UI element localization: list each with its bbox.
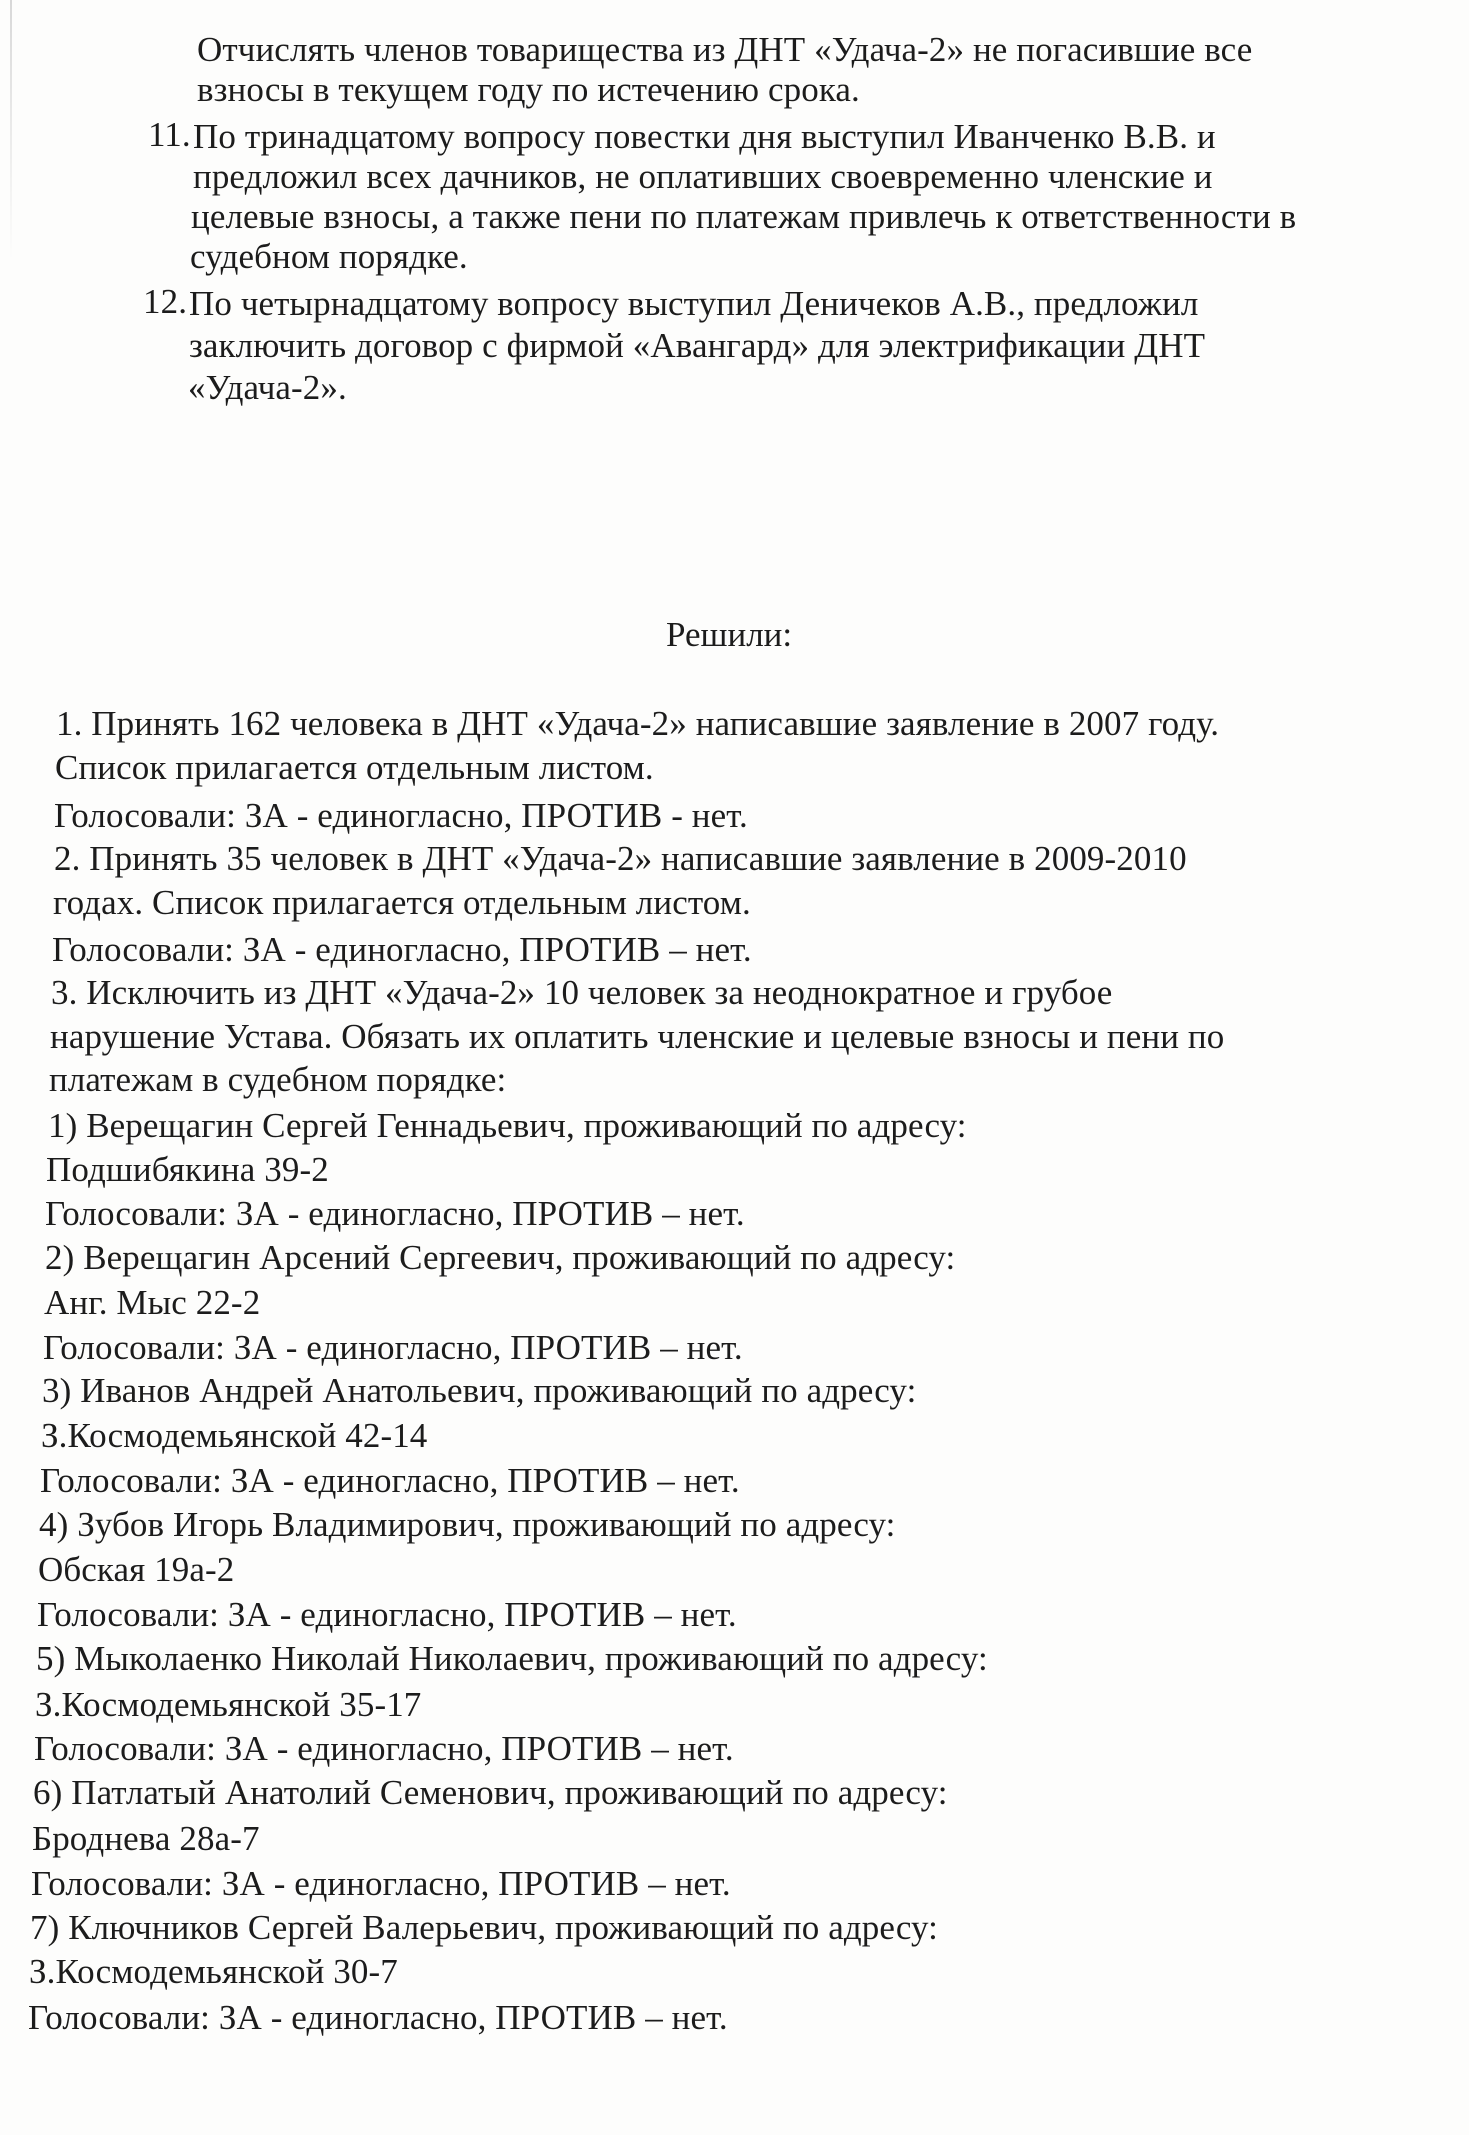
decision-line: Подшибякина 39-2 [46,1150,329,1189]
agenda-item-number: 11. [148,115,191,154]
scan-edge-shadow [10,0,12,260]
decision-line: З.Космодемьянской 42-14 [41,1416,428,1455]
decision-line: 3. Исключить из ДНТ «Удача-2» 10 человек за неоднократное и грубое [51,973,1113,1012]
decision-line: 3) Иванов Андрей Анатольевич, проживающий по адресу: [42,1371,917,1410]
decision-line: Голосовали: ЗА - единогласно, ПРОТИВ – нет. [52,930,752,969]
decision-line: Голосовали: ЗА - единогласно, ПРОТИВ - нет. [54,796,748,835]
agenda-item-number: 12. [143,282,188,321]
decision-line: нарушение Устава. Обязать их оплатить членские и целевые взносы и пени по [50,1017,1225,1056]
decision-line: З.Космодемьянской 35-17 [35,1685,422,1724]
decision-line: Броднева 28а-7 [32,1819,260,1858]
decision-line: 1. Принять 162 человека в ДНТ «Удача-2» написавшие заявление в 2007 году. [56,704,1220,743]
decision-line: Голосовали: ЗА - единогласно, ПРОТИВ – нет. [40,1461,740,1500]
decision-line: 4) Зубов Игорь Владимирович, проживающий по адресу: [39,1505,896,1544]
decision-line: 1) Верещагин Сергей Геннадьевич, проживающий по адресу: [48,1106,967,1145]
agenda-text-line: По четырнадцатому вопросу выступил Деничеков А.В., предложил [189,284,1199,323]
decision-line: платежам в судебном порядке: [49,1060,507,1099]
decision-line: 2) Верещагин Арсений Сергеевич, проживающий по адресу: [45,1238,956,1277]
decision-line: 5) Мыколаенко Николай Николаевич, проживающий по адресу: [36,1639,988,1678]
decision-line: 6) Патлатый Анатолий Семенович, проживающий по адресу: [33,1773,948,1812]
decision-line: Голосовали: ЗА - единогласно, ПРОТИВ – нет. [37,1595,737,1634]
agenda-text-line: судебном порядке. [190,237,468,276]
decision-line: Голосовали: ЗА - единогласно, ПРОТИВ – нет. [34,1729,734,1768]
decision-line: Голосовали: ЗА - единогласно, ПРОТИВ – нет. [45,1194,745,1233]
decision-line: Обская 19а-2 [38,1550,235,1589]
decision-line: Голосовали: ЗА - единогласно, ПРОТИВ – нет. [28,1998,728,2037]
agenda-text-line: взносы в текущем году по истечению срока. [197,70,860,109]
agenda-text-line: Отчислять членов товарищества из ДНТ «Удача-2» не погасившие все [197,30,1253,69]
agenda-text-line: целевые взносы, а также пени по платежам привлечь к ответственности в [191,197,1297,236]
decision-line: годах. Список прилагается отдельным листом. [53,883,751,922]
agenda-text-line: «Удача-2». [188,368,347,407]
decision-line: Голосовали: ЗА - единогласно, ПРОТИВ – нет. [43,1328,743,1367]
agenda-text-line: По тринадцатому вопросу повестки дня выступил Иванченко В.В. и [193,117,1216,156]
decision-line: З.Космодемьянской 30-7 [29,1952,398,1991]
decision-line: Список прилагается отдельным листом. [55,748,654,787]
decision-line: Голосовали: ЗА - единогласно, ПРОТИВ – нет. [31,1864,731,1903]
agenda-text-line: заключить договор с фирмой «Авангард» для электрификации ДНТ [189,326,1206,365]
decisions-heading: Решили: [666,615,793,654]
decision-line: 7) Ключников Сергей Валерьевич, проживающий по адресу: [30,1908,938,1947]
decision-line: Анг. Мыс 22-2 [44,1283,261,1322]
agenda-text-line: предложил всех дачников, не оплативших своевременно членские и [193,157,1213,196]
decision-line: 2. Принять 35 человек в ДНТ «Удача-2» написавшие заявление в 2009-2010 [54,839,1187,878]
